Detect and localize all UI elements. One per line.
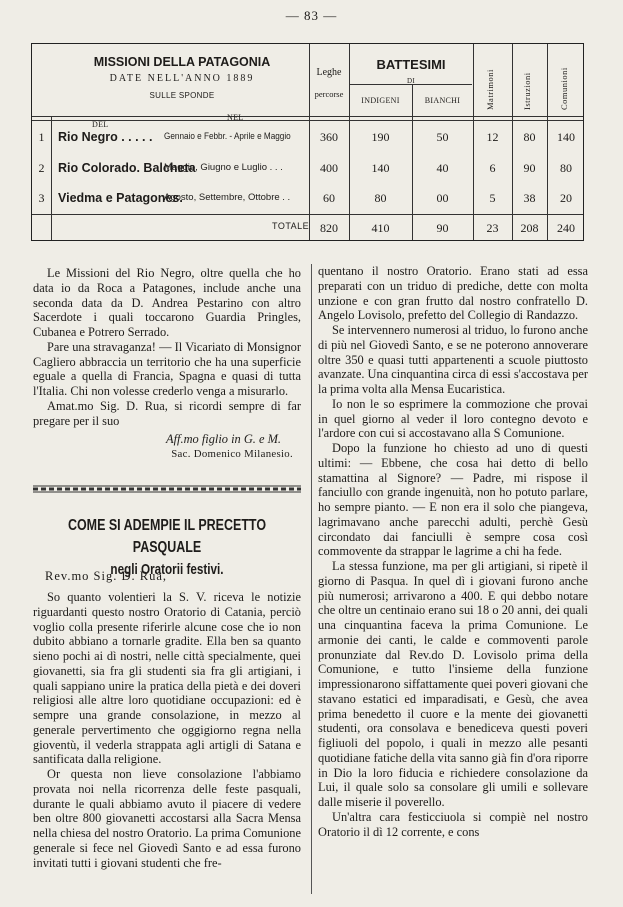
- row-bianchi: 40: [436, 161, 449, 175]
- table-subtitle2: SULLE SPONDE: [149, 91, 215, 100]
- header-bianchi: BIANCHI: [424, 96, 461, 105]
- salutation: Rev.mo Sig. D. Rua,: [45, 569, 168, 583]
- total-leghe: 820: [320, 221, 338, 235]
- heading-line-1: COME SI ADEMPIE IL PRECETTO PASQUALE: [67, 517, 267, 556]
- row-comunioni: 80: [560, 161, 572, 175]
- header-indigeni: INDIGENI: [361, 96, 400, 105]
- row-matrimoni: 5: [489, 191, 496, 205]
- row-bianchi: 50: [436, 130, 449, 144]
- row-mesi: Gennaio e Febbr. - Aprile e Maggio: [164, 131, 291, 142]
- row-istruzioni: 80: [523, 130, 536, 144]
- paragraph: Io non le so esprimere la commozione che provai in quel giorno al veder il loro contegno devoto e l'ardore con cui si accostavano alla S Comunione.: [318, 396, 588, 441]
- row-comunioni: 20: [560, 191, 572, 205]
- header-leghe: Leghe: [316, 67, 342, 78]
- row-sponda: Rio Negro . . . . .: [58, 130, 153, 144]
- row-indigeni: 190: [371, 130, 390, 144]
- paragraph: Or questa non lieve consolazione l'abbiamo provata noi nella ricorrenza delle feste pasquali, durante le quali abbiamo avuto il piacere di vedere ben oltre 800 giovanetti accostarsi alla Sacra Mensa nella chiesa del nostro Oratorio. La prima Comunione generale si fece nel Giovedì Santo e ad essa furono invitati tutti i giovani studenti che fre-: [33, 767, 301, 870]
- row-sponda: Viedma e Patagones.: [58, 191, 183, 205]
- right-column: [318, 264, 588, 839]
- paragraph: Amat.mo Sig. D. Rua, si ricordi sempre di far pregare per il suo: [33, 398, 301, 428]
- total-bianchi: 90: [436, 221, 449, 235]
- paragraph: Dopo la funzione ho chiesto ad uno di questi ultimi: — Ebbene, che cosa hai detto di bello stamattina al Signore? — Padre, mi rispose il fanciullo con grande ingenuità, non ho potuto parlare, ho sempre pianto. — E non era il solo che piangeva, lagrimavano anche parecchi adulti, perchè Gesù circondato dai fanciulli è sempre cosa così commovente da strappar le lagrime a chi ha fede.: [318, 441, 588, 559]
- row-number: 3: [38, 191, 45, 205]
- row-mesi: Agosto, Settembre, Ottobre . .: [164, 192, 291, 203]
- left-column-top: [33, 266, 301, 462]
- row-istruzioni: 90: [523, 161, 536, 175]
- total-indigeni: 410: [371, 221, 390, 235]
- row-sponda: Rio Colorado. Balcheta: [58, 161, 196, 175]
- signature-name: Sac. Domenico Milanesio.: [171, 448, 293, 460]
- row-leghe: 60: [323, 191, 335, 205]
- total-comunioni: 240: [557, 221, 575, 235]
- column-divider: [311, 264, 312, 894]
- total-label: TOTALE: [272, 221, 310, 231]
- paragraph: So quanto volentieri la S. V. riceva le notizie riguardanti questo nostro Oratorio di Catania, perciò voglio colla presente riferirle alcune cose che io non dubito abbiano a tornarle gradite. Ella ben sa quanto sieno pochi ai dì nostri, nelle città specialmente, quei giovanetti, sia fra gli studenti sia fra gli artigiani, i quali sappiano unire la pratica della pietà e dei doveri religiosi alle altre loro quotidiane occupazioni: ed è sempre una grande consolazione, in mezzo al generale pervertimento che oggigiorno regna nella gioventù, il vederla strappata agli artigli di Satana e santificata dalla religione.: [33, 590, 301, 767]
- row-indigeni: 80: [374, 191, 387, 205]
- row-bianchi: 00: [436, 191, 449, 205]
- paragraph: quentano il nostro Oratorio. Erano stati ad essa preparati con un triduo di prediche, dette con molta unzione e con gran frutto dal nostro confratello D. Angelo Lovisolo, prefetto del Collegio di Randazzo.: [318, 264, 588, 323]
- signature-line: Aff.mo figlio in G. e M.: [166, 432, 281, 447]
- missions-table: [31, 43, 584, 241]
- row-matrimoni: 12: [486, 130, 499, 144]
- header-del: DEL: [92, 120, 109, 129]
- paragraph: Pare una stravaganza! — Il Vicariato di Monsignor Cagliero abbraccia un territorio che ha una superficie eguale a quella di Francia, Spagna e quasi di tutta l'Italia. Chi non volesse crederlo venga a misurarlo.: [33, 339, 301, 398]
- paragraph: La stessa funzione, ma per gli artigiani, si ripetè il giorno di Pasqua. In quel dì i giovani furono anche più numerosi; arrivarono a 400. E qui debbo notare che oltre un centinaio erano sui 18 o 20 anni, dei quali una cinquantina faceva la prima Comunione. Le armonie dei canti, le calde e commoventi parole pronunziate dal Rev.do D. Lovisolo prima della Comunione, e tutto l'insieme della funzione impressionarono siffattamente quei poveri giovani che stavano estatici ed imparadisati, e Gesù, che avea prima benedetto il cuore e la mente dei giovanetti studenti, ora consolava e benediceva questi poveri figliuoli del popolo, i quali in mezzo alle pesanti quotidiane fatiche della vita sanno già fin d'ora riporre in Dio la loro fiducia e richiedere consolazione da Lui, il quale solo sa consolare gli umili e sollevare dalle miserie il poverello.: [318, 559, 588, 809]
- total-istruzioni: 208: [520, 221, 539, 235]
- table-title: MISSIONI DELLA PATAGONIA: [93, 55, 271, 69]
- row-mesi: Maggio, Giugno e Luglio . . .: [164, 162, 283, 173]
- header-comunioni: Comunioni: [559, 67, 569, 110]
- row-matrimoni: 6: [489, 161, 496, 175]
- row-comunioni: 140: [557, 130, 575, 144]
- header-battesimi: BATTESIMI: [376, 57, 446, 72]
- paragraph: Le Missioni del Rio Negro, oltre quella che ho data io da Roca a Patagones, include anche una seconda data da D. Andrea Pestarino con altro Sacerdote i quali toccarono Guardia Pringles, Cubanea e Potrero Serrado.: [33, 266, 301, 339]
- row-istruzioni: 38: [523, 191, 536, 205]
- row-number: 2: [38, 161, 45, 175]
- left-column-bottom: [33, 590, 301, 870]
- total-matrimoni: 23: [486, 221, 499, 235]
- header-nel: NEL: [227, 113, 244, 122]
- row-leghe: 360: [320, 130, 338, 144]
- ornamental-divider: [33, 484, 301, 494]
- header-matrimoni: Matrimoni: [485, 69, 495, 110]
- table-subtitle: DATE NELL'ANNO 1889: [109, 73, 255, 84]
- page-number: — 83 —: [285, 8, 338, 23]
- row-indigeni: 140: [371, 161, 390, 175]
- header-di: DI: [407, 77, 415, 85]
- row-number: 1: [38, 130, 45, 144]
- heading-line-2: negli Oratorii festivi.: [110, 561, 224, 578]
- header-percorse: percorse: [314, 89, 344, 99]
- paragraph: Un'altra cara festicciuola si compiè nel nostro Oratorio il dì 12 corrente, e cons: [318, 809, 588, 839]
- header-istruzioni: Istruzioni: [522, 72, 532, 110]
- paragraph: Se intervennero numerosi al triduo, lo furono anche di più nel Giovedì Santo, e se ne poterono annoverare oltre 350 e quasi tutti appartenenti a scuole piuttosto avanzate. Una cinquantina circa di essi s'accostava per la prima volta alla Mensa Eucaristica.: [318, 323, 588, 396]
- row-leghe: 400: [320, 161, 338, 175]
